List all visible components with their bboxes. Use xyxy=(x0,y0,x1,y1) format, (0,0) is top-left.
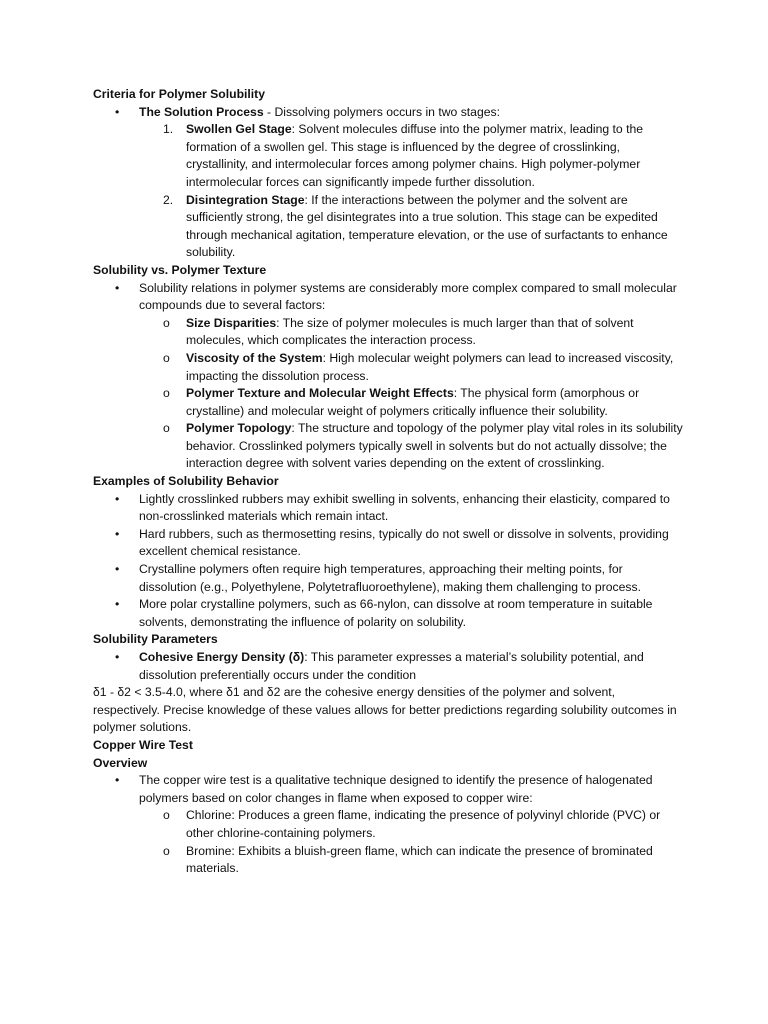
section-heading-texture: Solubility vs. Polymer Texture xyxy=(93,262,267,277)
sub-item-text: : The structure and topology of the polymer play vital roles in its solubility behavior. Crosslinked polymers typically swell in solvents but do not actually dissolve; the interaction degree with solvent varies depending on the extent of crosslinking. xyxy=(186,421,683,471)
bullet-marker: • xyxy=(115,491,120,506)
sub-item-texture-weight xyxy=(93,385,683,420)
list-item-text: Lightly crosslinked rubbers may exhibit swelling in solvents, enhancing their elasticity, compared to non-crosslinked materials which remain intact. xyxy=(139,491,670,524)
sub-item-body xyxy=(186,350,683,385)
sub-item-text: Chlorine: Produces a green flame, indicating the presence of polyvinyl chloride (PVC) or other chlorine-containing polymers. xyxy=(186,808,661,840)
section-heading-copper: Copper Wire Test xyxy=(93,737,193,752)
term-label: Polymer Texture and Molecular Weight Effects xyxy=(186,386,454,401)
paragraph-condition: δ1 - δ2 < 3.5-4.0, where δ1 and δ2 are the cohesive energy densities of the polymer and solvent, respectively. Precise knowledge of these values allows for better predictions regarding solubility outcomes in polymer solutions. xyxy=(93,685,677,735)
term-label: The Solution Process xyxy=(139,104,264,119)
list-item-body xyxy=(139,104,683,122)
bullet-marker: • xyxy=(115,280,120,295)
document-page xyxy=(93,86,683,878)
numbered-item-body xyxy=(186,121,683,191)
section-heading-parameters: Solubility Parameters xyxy=(93,632,218,647)
bullet-marker: • xyxy=(115,104,120,119)
numbered-item-swollen-gel xyxy=(93,121,683,191)
sub-item-body xyxy=(186,315,683,350)
bullet-marker: • xyxy=(115,773,120,788)
bullet-marker: • xyxy=(115,597,120,612)
list-item-text: The copper wire test is a qualitative technique designed to identify the presence of halogenated polymers based on color changes in flame when exposed to copper wire: xyxy=(139,773,653,805)
sub-bullet-marker: o xyxy=(163,421,170,436)
numbered-item-text: : If the interactions between the polymer and the solvent are sufficiently strong, the gel disintegrates into a true solution. This stage can be expedited through mechanical agitation, temperature elevation, or the use of surfactants to enhance solubility. xyxy=(186,192,668,260)
sub-item-text: : The size of polymer molecules is much larger than that of solvent molecules, which complicates the interaction process. xyxy=(186,315,634,348)
list-item xyxy=(93,561,683,596)
list-item xyxy=(93,491,683,526)
list-item-body xyxy=(139,649,683,684)
list-item-cohesive-energy xyxy=(93,649,683,684)
term-label: Swollen Gel Stage xyxy=(186,122,292,137)
list-item xyxy=(93,526,683,561)
numbered-item-text: : Solvent molecules diffuse into the polymer matrix, leading to the formation of a swollen gel. This stage is influenced by the degree of crosslinking, crystallinity, and intermolecular forces among polymer chains. High polymer-polymer intermolecular forces can significantly impede further dissolution. xyxy=(186,122,644,189)
sub-bullet-marker: o xyxy=(163,315,170,330)
sub-item-body xyxy=(186,420,683,473)
sub-bullet-marker: o xyxy=(163,843,170,858)
sub-item-size-disparities xyxy=(93,315,683,350)
sub-item-body xyxy=(186,385,683,420)
sub-item-viscosity xyxy=(93,350,683,385)
bullet-marker: • xyxy=(115,562,120,577)
term-label: Size Disparities xyxy=(186,315,277,330)
sub-item-text: : High molecular weight polymers can lead to increased viscosity, impacting the dissolution process. xyxy=(186,350,674,383)
list-item-copper-test xyxy=(93,772,683,807)
sub-item-text: : The physical form (amorphous or crystalline) and molecular weight of polymers critically influence their solubility. xyxy=(186,386,640,418)
number-marker: 2. xyxy=(163,192,174,207)
list-item-solution-process xyxy=(93,104,683,122)
sub-item-text: Bromine: Exhibits a bluish-green flame, which can indicate the presence of brominated materials. xyxy=(186,843,653,876)
sub-item-chlorine xyxy=(93,807,683,842)
section-heading-examples: Examples of Solubility Behavior xyxy=(93,474,279,489)
sub-bullet-marker: o xyxy=(163,350,170,365)
bullet-marker: • xyxy=(115,650,120,664)
section-heading-criteria: Criteria for Polymer Solubility xyxy=(93,87,266,101)
list-item-text: More polar crystalline polymers, such as 66-nylon, can dissolve at room temperature in suitable solvents, demonstrating the influence of polarity on solubility. xyxy=(139,597,653,629)
sub-item-bromine xyxy=(93,843,683,878)
numbered-item-disintegration xyxy=(93,192,683,262)
list-item-text: - Dissolving polymers occurs in two stages: xyxy=(263,104,500,119)
list-item xyxy=(93,596,683,631)
sub-bullet-marker: o xyxy=(163,808,170,823)
number-marker: 1. xyxy=(163,122,174,137)
list-item-text: Hard rubbers, such as thermosetting resins, typically do not swell or dissolve in solvents, providing excellent chemical resistance. xyxy=(139,526,669,559)
sub-item-topology xyxy=(93,420,683,473)
list-item-text: Solubility relations in polymer systems are considerably more complex compared to small molecular compounds due to several factors: xyxy=(139,280,677,313)
bullet-marker: • xyxy=(115,526,120,541)
term-label: Polymer Topology xyxy=(186,421,292,436)
numbered-item-body xyxy=(186,192,683,262)
term-label: Disintegration Stage xyxy=(186,192,305,207)
sub-bullet-marker: o xyxy=(163,386,170,401)
term-label: Viscosity of the System xyxy=(186,350,323,365)
term-label: Cohesive Energy Density (δ) xyxy=(139,650,305,664)
list-item-text: : This parameter expresses a material’s solubility potential, and dissolution preferentially occurs under the condition xyxy=(139,650,644,682)
list-item-solubility-relations xyxy=(93,280,683,315)
subheading-overview: Overview xyxy=(93,755,148,770)
list-item-text: Crystalline polymers often require high temperatures, approaching their melting points, for dissolution (e.g., Polyethylene, Polytetrafluoroethylene), making them challenging to process. xyxy=(139,562,641,594)
